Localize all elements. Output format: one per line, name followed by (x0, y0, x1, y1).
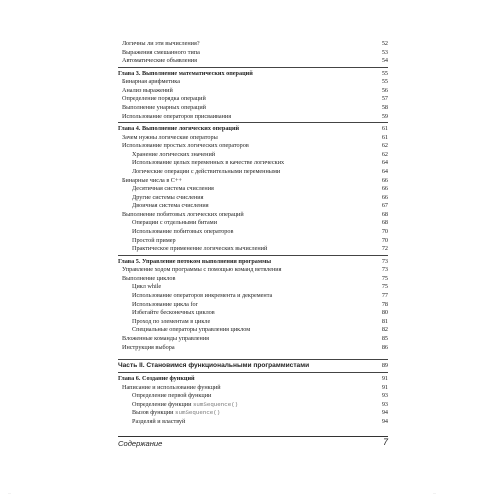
toc-subsection[interactable] (118, 392, 388, 401)
toc-chapter[interactable] (118, 69, 388, 78)
toc-entry-title (132, 309, 215, 318)
toc-entry-title (122, 134, 218, 143)
toc-entry-title-text: Анализ выражений (122, 86, 173, 94)
toc-entry-page: 86 (381, 343, 388, 351)
toc-section[interactable] (118, 113, 388, 122)
toc-entry-title (132, 392, 211, 401)
toc-entry-page: 61 (381, 133, 388, 141)
toc-entry-title (122, 57, 197, 66)
toc-entry-title-text: Управление ходом программы с помощью команд ветвления (122, 266, 282, 274)
toc-entry-page: 91 (381, 383, 388, 391)
toc-entry-title-text: Практическое применение логических вычислений (132, 245, 268, 253)
toc-entry-title-text: Использование операторов инкремента и декремента (132, 292, 273, 300)
toc-chapter[interactable] (118, 124, 388, 133)
toc-entry-title-text: Использование побитовых операторов (132, 228, 234, 236)
toc-entry-title (132, 409, 220, 418)
toc-entry-page: 94 (381, 417, 388, 425)
toc-entry-title (118, 69, 253, 78)
toc-subsection[interactable] (118, 159, 388, 168)
print-slug-left: ... (8, 490, 12, 495)
toc-entry-title-text: Глава 4. Выполнение логических операций (118, 125, 240, 133)
toc-chapter[interactable] (118, 374, 388, 383)
toc-subsection[interactable] (118, 219, 388, 228)
toc-section[interactable] (118, 40, 388, 49)
toc-entry-title-text: Вызов функции (132, 409, 176, 417)
toc-section[interactable] (118, 344, 388, 353)
toc-entry-title-text: Выполнение унарных операций (122, 103, 206, 111)
toc-entry-title (132, 168, 280, 177)
toc-subsection[interactable] (118, 309, 388, 318)
toc-entry-page: 91 (381, 375, 388, 383)
toc-entry-page: 54 (381, 57, 388, 65)
print-slug-right: ... (432, 490, 436, 495)
toc-entry-title (118, 257, 271, 266)
toc-entry-title-text: Определение порядка операций (122, 95, 206, 103)
toc-entry-title (122, 113, 231, 122)
toc-entry-title-text: Логические операции с действительными переменными (132, 167, 281, 175)
toc-entry-title-text: Выполнение побитовых логических операций (122, 210, 244, 218)
toc-entry-page: 93 (381, 400, 388, 408)
toc-entry-title (132, 283, 161, 292)
footer-title: Содержание (118, 439, 163, 448)
toc-subsection[interactable] (118, 245, 388, 254)
toc-entry-title (122, 335, 209, 344)
toc-subsection[interactable] (118, 194, 388, 203)
toc-entry-page: 58 (381, 103, 388, 111)
toc-entry-title-text: Инструкция выбора (122, 343, 175, 351)
toc-entry-title (132, 401, 238, 410)
toc-entry-title (132, 159, 284, 168)
toc-entry-page: 93 (381, 392, 388, 400)
toc-section[interactable] (118, 49, 388, 58)
toc-entry-title (122, 275, 175, 284)
toc-section[interactable] (118, 57, 388, 66)
toc-section[interactable] (118, 275, 388, 284)
toc-entry-title (132, 418, 185, 427)
toc-entry-title (118, 124, 239, 133)
toc-entry-page: 75 (381, 274, 388, 282)
toc-entry-title-text: Вложенные команды управления (122, 334, 210, 342)
toc-subsection[interactable] (118, 168, 388, 177)
toc-entry-title-text: Определение первой функции (132, 392, 212, 400)
toc-entry-title (132, 219, 217, 228)
toc-entry-page: 78 (381, 300, 388, 308)
toc-entry-title (122, 142, 249, 151)
toc-entry-title-text: Использование цикла for (132, 300, 198, 308)
toc-entry-title-text: Зачем нужны логические операторы (122, 133, 218, 141)
toc-entry-title (122, 211, 244, 220)
toc-entry-title (132, 194, 203, 203)
toc-entry-page: 52 (381, 40, 388, 47)
toc-entry-title-text: Разделяй и властвуй (132, 417, 186, 425)
toc-entry-title (122, 95, 206, 104)
toc-entry-title-text: Выполнение циклов (122, 274, 176, 282)
toc-entry-page: 73 (381, 266, 388, 274)
part-gap (118, 352, 388, 358)
toc-entry-page: 66 (381, 193, 388, 201)
toc-entry-title-text: Двоичная система счисления (132, 202, 209, 210)
toc-entry-title (122, 384, 221, 393)
toc-entry-title-text: Хранение логических значений (132, 150, 216, 158)
toc-entry-page: 61 (381, 125, 388, 133)
toc-subsection[interactable] (118, 237, 388, 246)
toc-section[interactable] (118, 78, 388, 87)
toc-section[interactable] (118, 87, 388, 96)
toc-entry-title (118, 374, 195, 383)
toc-entry-title-text: Логичны ли эти вычисления? (122, 40, 200, 47)
toc-entry-page: 70 (381, 236, 388, 244)
toc-entry-title-text: Глава 5. Управление потоком выполнения программы (118, 257, 272, 265)
toc-subsection[interactable] (118, 418, 388, 427)
toc-entry-page: 67 (381, 202, 388, 210)
toc-section[interactable] (118, 384, 388, 393)
toc-section[interactable] (118, 95, 388, 104)
toc-part[interactable] (118, 361, 388, 371)
toc-entry-title (122, 104, 206, 113)
toc-entry-code: sumSequence() (192, 400, 239, 408)
toc-entry-title (122, 344, 175, 353)
toc-subsection[interactable] (118, 318, 388, 327)
section-rule (118, 372, 388, 373)
section-rule (118, 359, 388, 360)
toc-section[interactable] (118, 142, 388, 151)
toc-entry-title-text: Использование целых переменных в качестве логических (132, 159, 285, 167)
toc-entry-title-text: Часть II. Становимся функциональными программистами (118, 362, 310, 370)
section-rule (118, 67, 388, 68)
toc-entry-title (132, 228, 233, 237)
toc-section[interactable] (118, 104, 388, 113)
toc-entry-title (122, 266, 281, 275)
toc-entry-title-text: Операции с отдельными битами (132, 219, 218, 227)
toc-entry-title-text: Цикл while (132, 283, 162, 291)
toc-section[interactable] (118, 177, 388, 186)
toc-entry-page: 81 (381, 317, 388, 325)
toc-entry-page: 94 (381, 409, 388, 417)
toc-entry-page: 72 (381, 245, 388, 253)
toc-entry-page: 80 (381, 309, 388, 317)
toc-entry-title (122, 177, 182, 186)
page-number: 7 (382, 437, 388, 447)
toc-entry-title-text: Проход по элементам в цикле (132, 317, 211, 325)
toc-entry-page: 82 (381, 326, 388, 334)
toc-entry-page: 62 (381, 150, 388, 158)
toc-entry-page: 59 (381, 112, 388, 120)
toc-entry-page: 53 (381, 48, 388, 56)
toc-entry-page: 64 (381, 159, 388, 167)
toc-entry-page: 68 (381, 210, 388, 218)
toc-subsection[interactable] (118, 409, 388, 418)
toc-subsection[interactable] (118, 185, 388, 194)
section-rule (118, 122, 388, 123)
toc-entry-page: 85 (381, 334, 388, 342)
toc-entry-title-text: Бинарные числа в C++ (122, 176, 182, 184)
toc-entry-title-text: Использование простых логических операторов (122, 142, 249, 150)
toc-entry-title-text: Автоматические объявления (122, 57, 197, 65)
toc-subsection[interactable] (118, 401, 388, 410)
toc-entry-page: 66 (381, 185, 388, 193)
toc-subsection[interactable] (118, 151, 388, 160)
toc-entry-title (122, 87, 173, 96)
toc-entry-title (132, 202, 209, 211)
toc-subsection[interactable] (118, 228, 388, 237)
toc-entry-title-text: Избегайте бесконечных циклов (132, 309, 215, 317)
toc-entry-title-text: Глава 6. Создание функций (118, 375, 195, 383)
toc-entry-page: 56 (381, 86, 388, 94)
toc-entry-title-text: Глава 3. Выполнение математических операций (118, 69, 253, 77)
toc-entry-page: 73 (381, 257, 388, 265)
toc-entry-title (132, 292, 272, 301)
toc-entry-page: 89 (381, 362, 388, 370)
toc-entry-title (122, 49, 200, 58)
toc-entry-title (122, 78, 180, 87)
toc-entry-title (132, 151, 215, 160)
toc-subsection[interactable] (118, 301, 388, 310)
toc-entry-page: 66 (381, 176, 388, 184)
toc-entry-title-text: Использование операторов присваивания (122, 112, 232, 120)
toc-section[interactable] (118, 211, 388, 220)
toc-entry-title (132, 326, 250, 335)
toc-entry-page: 64 (381, 167, 388, 175)
toc-entry-title-text: Простой пример (132, 236, 176, 244)
toc-entry-page: 62 (381, 142, 388, 150)
toc-entry-page: 68 (381, 219, 388, 227)
toc-entry-page: 75 (381, 283, 388, 291)
toc-subsection[interactable] (118, 292, 388, 301)
toc-entry-title (118, 361, 309, 371)
table-of-contents (118, 40, 388, 427)
toc-entry-title-text: Другие системы счисления (132, 193, 204, 201)
section-rule (118, 255, 388, 256)
toc-entry-title (132, 245, 267, 254)
toc-entry-title-text: Определение функции (132, 400, 193, 408)
toc-entry-page: 70 (381, 228, 388, 236)
toc-subsection[interactable] (118, 326, 388, 335)
toc-entry-page: 57 (381, 95, 388, 103)
toc-entry-title (132, 318, 210, 327)
toc-section[interactable] (118, 266, 388, 275)
toc-entry-title (122, 40, 200, 49)
toc-entry-page: 55 (381, 69, 388, 77)
toc-entry-code: sumSequence() (175, 409, 221, 417)
toc-subsection[interactable] (118, 202, 388, 211)
toc-entry-page: 77 (381, 292, 388, 300)
toc-entry-title (132, 301, 198, 310)
toc-entry-title-text: Специальные операторы управления циклом (132, 326, 251, 334)
page-footer (118, 436, 388, 449)
toc-entry-title-text: Бинарная арифметика (122, 78, 180, 86)
toc-entry-title (132, 185, 214, 194)
toc-entry-page: 55 (381, 78, 388, 86)
toc-subsection[interactable] (118, 283, 388, 292)
toc-entry-title-text: Десятичная система счисления (132, 185, 214, 193)
toc-chapter[interactable] (118, 257, 388, 266)
toc-entry-title (132, 237, 176, 246)
toc-entry-title-text: Написание и использование функций (122, 383, 221, 391)
toc-section[interactable] (118, 134, 388, 143)
toc-section[interactable] (118, 335, 388, 344)
toc-entry-title-text: Выражения смешанного типа (122, 48, 200, 56)
